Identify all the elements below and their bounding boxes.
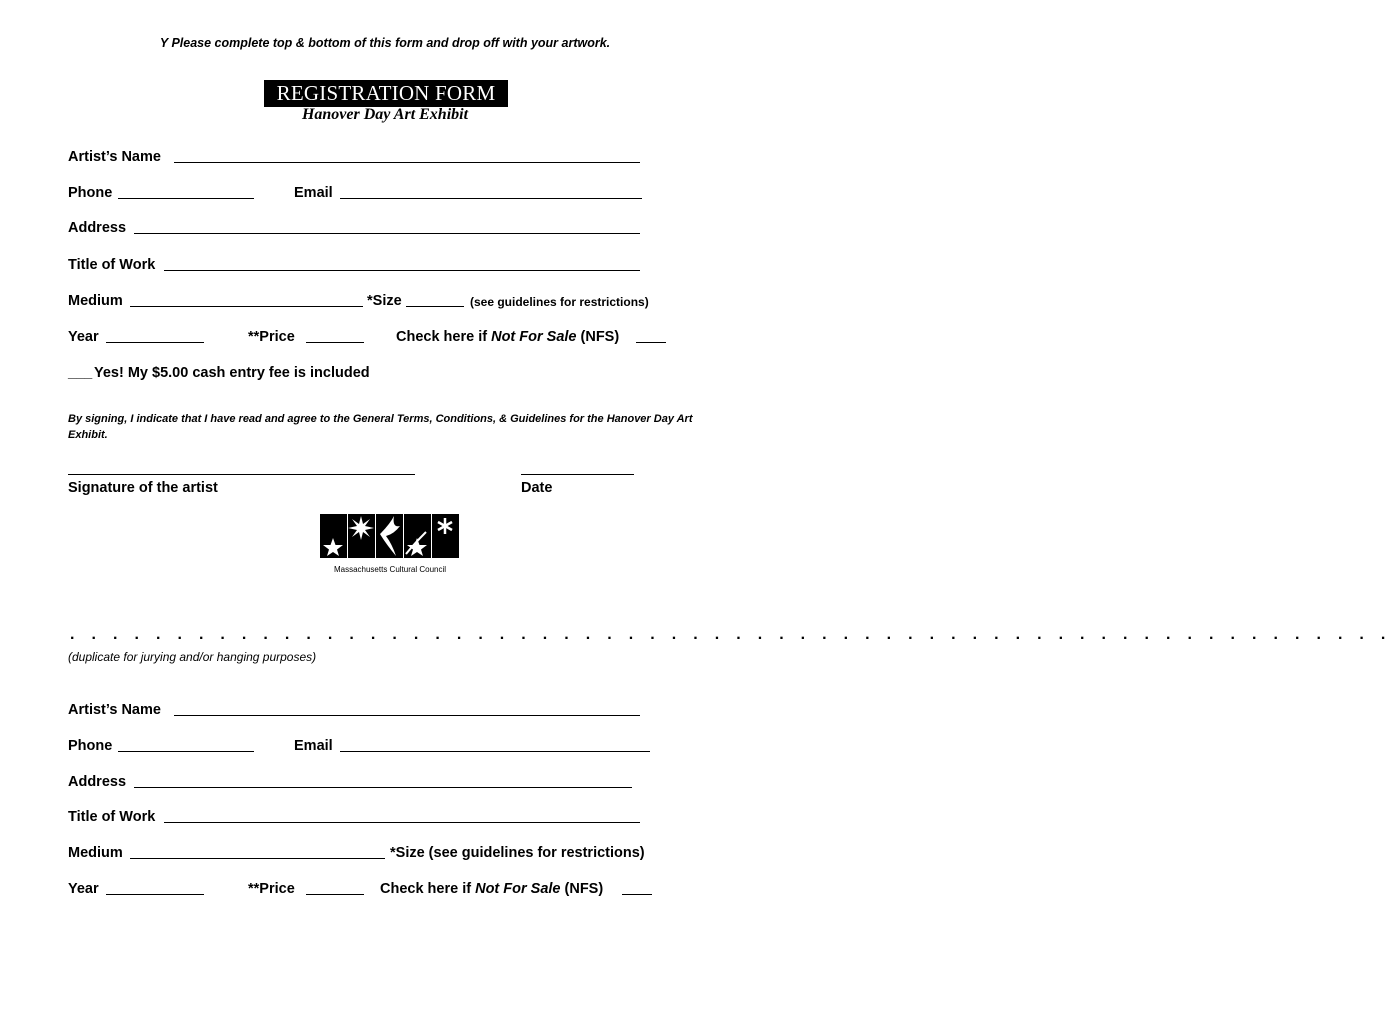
date-label: Date (521, 480, 553, 496)
form-subtitle: Hanover Day Art Exhibit (301, 106, 469, 123)
duplicate-note: (duplicate for jurying and/or hanging purposes) (68, 650, 317, 664)
signature-label: Signature of the artist (68, 480, 218, 496)
date-line[interactable] (521, 474, 634, 475)
email-field[interactable] (340, 198, 642, 199)
artist-name-label: Artist’s Name (68, 149, 161, 165)
year-label: Year (68, 329, 99, 345)
nfs-checkbox-field[interactable] (636, 342, 666, 343)
dup-medium-field[interactable] (130, 858, 385, 859)
dup-nfs-label (380, 879, 603, 899)
dup-size-label: *Size (see guidelines for restrictions) (390, 845, 645, 861)
year-price-nfs-row (68, 327, 668, 347)
dup-nfs-checkbox-field[interactable] (622, 894, 652, 895)
instruction-text: Y Please complete top & bottom of this form and drop off with your artwork. (159, 36, 611, 50)
medium-label: Medium (68, 293, 123, 309)
dup-title-of-work-field[interactable] (164, 822, 640, 823)
form-title: REGISTRATION FORM (264, 80, 508, 107)
dup-title-of-work-label: Title of Work (68, 809, 156, 825)
mcc-logo-graphic (320, 514, 460, 560)
dup-email-label: Email (294, 738, 333, 754)
title-of-work-label: Title of Work (68, 257, 156, 273)
medium-size-row (68, 291, 688, 311)
fee-row (68, 363, 468, 383)
dup-email-field[interactable] (340, 751, 650, 752)
dup-phone-field[interactable] (118, 751, 254, 752)
address-row (68, 218, 640, 238)
dup-nfs-prefix: Check here if (380, 881, 476, 897)
dup-phone-email-row (68, 736, 650, 756)
mcc-logo-text: Massachusetts Cultural Council (333, 565, 447, 574)
phone-email-row (68, 183, 642, 203)
size-label: *Size (367, 293, 402, 309)
dup-medium-label: Medium (68, 845, 123, 861)
dup-price-field[interactable] (306, 894, 364, 895)
nfs-suffix: (NFS) (576, 329, 620, 345)
signature-line[interactable] (68, 474, 415, 475)
dup-nfs-suffix: (NFS) (560, 881, 604, 897)
title-of-work-row (68, 255, 640, 275)
dup-title-of-work-row (68, 807, 640, 827)
dup-phone-label: Phone (68, 738, 113, 754)
size-note: (see guidelines for restrictions) (470, 295, 649, 309)
address-label: Address (68, 220, 127, 236)
dotted-divider: . . . . . . . . . . . . . . . . . . . . . . . . . . . . . . . . . . . . . . . . . . . . . . . . . . . . . . . . . . . . . . (70, 626, 1392, 643)
phone-label: Phone (68, 185, 113, 201)
artist-name-field[interactable] (174, 162, 640, 163)
price-field[interactable] (306, 342, 364, 343)
dup-year-label: Year (68, 881, 99, 897)
price-label: **Price (248, 329, 295, 345)
dup-address-label: Address (68, 774, 127, 790)
dup-nfs-italic: Not For Sale (475, 881, 561, 897)
year-field[interactable] (106, 342, 204, 343)
fee-blank[interactable]: ___ (68, 365, 93, 381)
dup-year-field[interactable] (106, 894, 204, 895)
dup-address-field[interactable] (134, 787, 632, 788)
size-field[interactable] (406, 306, 464, 307)
terms-text: By signing, I indicate that I have read and agree to the General Terms, Conditions, & Guidelines for the Hanover Day Art Exhibit. (68, 413, 693, 441)
dup-artist-name-row (68, 700, 640, 720)
dup-price-label: **Price (248, 881, 295, 897)
mcc-logo (320, 514, 460, 572)
dup-address-row (68, 772, 632, 792)
artist-name-row (68, 147, 640, 167)
phone-field[interactable] (118, 198, 254, 199)
dup-year-price-nfs-row (68, 879, 652, 899)
dup-medium-size-row (68, 843, 668, 863)
fee-text: Yes! My $5.00 cash entry fee is included (94, 365, 370, 381)
address-field[interactable] (134, 233, 640, 234)
nfs-italic: Not For Sale (491, 329, 577, 345)
dup-artist-name-field[interactable] (174, 715, 640, 716)
dup-artist-name-label: Artist’s Name (68, 702, 161, 718)
email-label: Email (294, 185, 333, 201)
nfs-prefix: Check here if (396, 329, 492, 345)
nfs-label (396, 327, 619, 347)
title-of-work-field[interactable] (164, 270, 640, 271)
medium-field[interactable] (130, 306, 363, 307)
